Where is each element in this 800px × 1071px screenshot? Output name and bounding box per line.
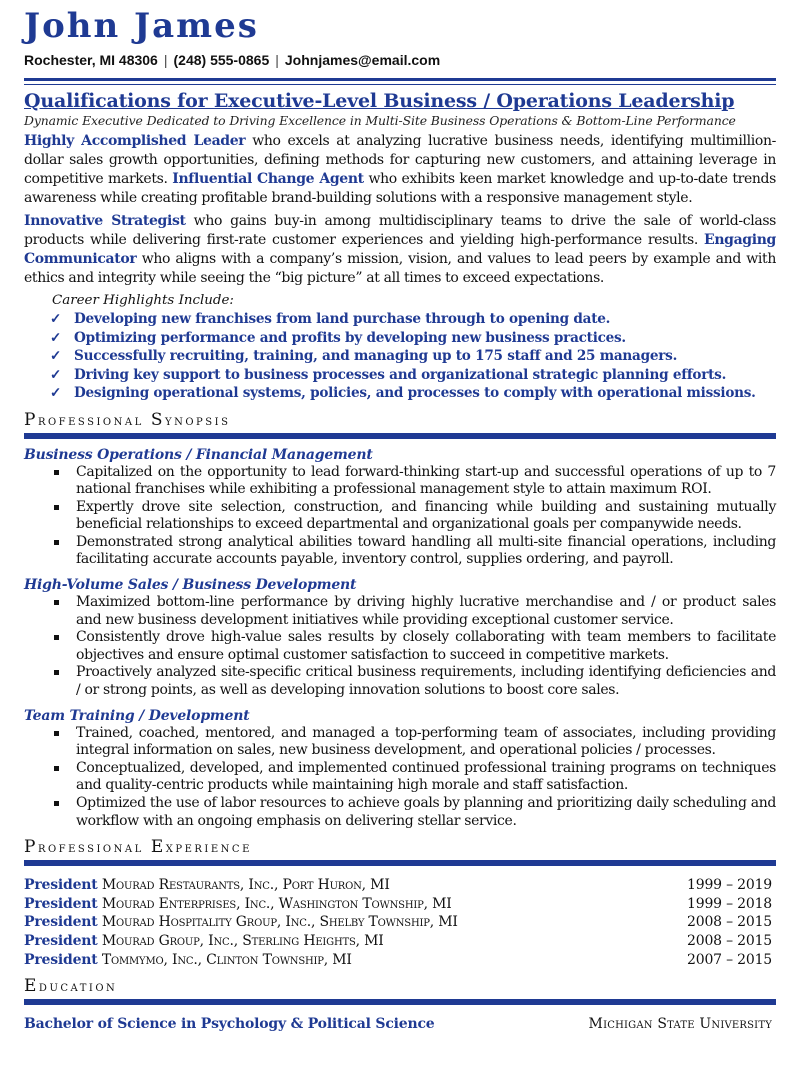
list-item xyxy=(24,499,776,534)
experience-list xyxy=(24,876,776,969)
job-years: 2007 – 2015 xyxy=(687,951,772,968)
section-heading-experience xyxy=(24,838,776,857)
square-bullet-icon xyxy=(54,600,59,605)
bullet-text: Conceptualized, developed, and implemented continued professional training programs on techniques and quality-centric products while maintaining high morale and staff satisfaction. xyxy=(76,759,776,794)
job-title: President xyxy=(24,951,98,968)
subsection-title: Business Operations / Financial Management xyxy=(24,446,373,463)
job-years: 1999 – 2019 xyxy=(687,877,772,894)
subsection-title: Team Training / Development xyxy=(24,707,250,724)
square-bullet-icon xyxy=(54,635,59,640)
summary-highlight: Highly Accomplished Leader xyxy=(24,133,246,149)
summary-text: who gains buy-in among multidisciplinary teams to drive the sale of world-class products while delivering first-rate customer experiences and yielding high-performance results. xyxy=(24,213,777,248)
list-item xyxy=(50,329,776,348)
list-item xyxy=(50,384,776,403)
heading-text: rofessional xyxy=(37,840,151,857)
list-item xyxy=(24,629,776,664)
company-name: Mourad Enterprises, Inc., Washington Township, MI xyxy=(101,895,452,912)
location: Rochester, MI 48306 xyxy=(24,52,158,68)
job-title: President xyxy=(24,895,98,912)
bullet-list xyxy=(24,725,776,831)
heading-initial: E xyxy=(24,976,39,997)
list-item xyxy=(50,347,776,366)
header-divider xyxy=(24,78,776,85)
job-years: 2008 – 2015 xyxy=(687,914,772,931)
experience-row xyxy=(24,932,776,951)
email: Johnjames@email.com xyxy=(284,52,441,68)
summary-text: who excels at analyzing lucrative business needs, identifying multimillion-dollar sales growth opportunities, defining methods for capturing new customers, and attaining leverage in competitive markets. xyxy=(24,133,776,187)
heading-text: ducation xyxy=(38,979,118,996)
list-item xyxy=(24,795,776,830)
summary-text: who aligns with a company’s mission, vision, and values to lead peers by example and with ethics and integrity while seeing the “big picture” at all times to exceed expectations. xyxy=(24,251,776,286)
list-item xyxy=(24,464,776,499)
checkmark-icon: ✓ xyxy=(50,348,62,364)
bullet-text: Proactively analyzed site-specific critical business requirements, including identifying deficiencies and / or strong points, as well as developing innovation solutions to boost core sales. xyxy=(76,664,776,699)
section-divider xyxy=(24,999,776,1005)
list-item xyxy=(50,366,776,385)
bullet-text: Trained, coached, mentored, and managed a top-performing team of associates, including providing integral information on sales, new business development, and operational policies / processes. xyxy=(76,724,776,759)
candidate-name: John James xyxy=(24,6,259,46)
company-name: Mourad Restaurants, Inc., Port Huron, MI xyxy=(101,877,390,894)
highlight-text: Driving key support to business processes and organizational strategic planning efforts. xyxy=(74,366,727,383)
separator: | xyxy=(275,52,279,68)
list-item xyxy=(24,534,776,569)
job-title: President xyxy=(24,914,98,931)
heading-initial: E xyxy=(150,837,166,858)
summary-paragraph-2 xyxy=(24,212,776,288)
summary-text: who exhibits keen market knowledge and up-to-date trends awareness while creating profitable brand-building solutions with a responsive management style. xyxy=(24,171,777,206)
qualifications-subtitle: Dynamic Executive Dedicated to Driving Excellence in Multi-Site Business Operations & Bottom-Line Performance xyxy=(24,113,736,128)
education-row xyxy=(24,1015,776,1033)
bullet-text: Expertly drove site selection, construction, and financing while building and sustaining mutually beneficial relationships to exceed departmental and organizational goals per companywide needs. xyxy=(76,498,776,533)
bullet-list xyxy=(24,594,776,700)
highlights-intro: Career Highlights Include: xyxy=(52,293,234,308)
job-title: President xyxy=(24,932,98,949)
bullet-text: Demonstrated strong analytical abilities toward handling all multi-site financial operations, including facilitating accurate accounts payable, inventory control, supplies ordering, and payroll. xyxy=(76,533,776,568)
bullet-text: Consistently drove high-value sales results by closely collaborating with team members to facilitate objectives and ensure optimal customer satisfaction to succeed in competitive markets. xyxy=(76,629,776,663)
experience-row xyxy=(24,895,776,914)
heading-initial: P xyxy=(24,837,38,858)
separator: | xyxy=(163,52,168,68)
contact-line xyxy=(24,51,776,69)
list-item xyxy=(24,760,776,795)
section-divider xyxy=(24,860,776,866)
job-title: President xyxy=(24,877,98,894)
list-item xyxy=(24,725,776,760)
job-years: 1999 – 2018 xyxy=(687,895,772,912)
highlight-text: Designing operational systems, policies, and processes to comply with operational missions. xyxy=(74,385,756,401)
highlights-list xyxy=(24,310,776,403)
square-bullet-icon xyxy=(54,505,59,510)
phone: (248) 555-0865 xyxy=(173,52,270,68)
heading-text: rofessional xyxy=(37,412,151,429)
summary-highlight: Influential Change Agent xyxy=(172,171,364,187)
square-bullet-icon xyxy=(54,670,59,675)
square-bullet-icon xyxy=(54,470,59,475)
job-years: 2008 – 2015 xyxy=(687,932,772,949)
summary-paragraph-1 xyxy=(24,132,776,208)
heading-text: ynopsis xyxy=(164,412,231,429)
company-name: Tommymo, Inc., Clinton Township, MI xyxy=(101,951,352,968)
checkmark-icon: ✓ xyxy=(50,329,62,346)
summary-highlight: Engaging Communicator xyxy=(24,232,776,267)
degree: Bachelor of Science in Psychology & Political Science xyxy=(24,1016,435,1033)
list-item xyxy=(24,664,776,699)
highlight-text: Optimizing performance and profits by developing new business practices. xyxy=(74,329,626,346)
checkmark-icon: ✓ xyxy=(50,385,62,401)
bullet-text: Optimized the use of labor resources to achieve goals by planning and prioritizing daily scheduling and workflow with an ongoing emphasis on delivering stellar service. xyxy=(76,795,776,829)
checkmark-icon: ✓ xyxy=(50,311,62,327)
heading-initial: P xyxy=(24,409,38,430)
experience-row xyxy=(24,951,776,970)
subsection-title: High-Volume Sales / Business Development xyxy=(24,577,357,594)
list-item xyxy=(24,594,776,629)
company-name: Mourad Hospitality Group, Inc., Shelby Township, MI xyxy=(101,914,458,931)
section-heading-education xyxy=(24,977,776,996)
summary-highlight: Innovative Strategist xyxy=(24,213,186,229)
section-divider xyxy=(24,433,776,439)
company-name: Mourad Group, Inc., Sterling Heights, MI xyxy=(101,932,384,949)
bullet-text: Capitalized on the opportunity to lead forward-thinking start-up and successful operations of up to 7 national franchises while exhibiting a professional management style to attain maximum ROI. xyxy=(76,463,776,498)
list-item xyxy=(50,310,776,329)
qualifications-title: Qualifications for Executive-Level Business / Operations Leadership xyxy=(24,90,735,112)
school-name: Michigan State University xyxy=(588,1016,772,1033)
square-bullet-icon xyxy=(54,801,59,806)
experience-row xyxy=(24,876,776,895)
highlight-text: Developing new franchises from land purchase through to opening date. xyxy=(74,311,611,327)
square-bullet-icon xyxy=(54,731,59,736)
section-heading-synopsis xyxy=(24,411,776,430)
experience-row xyxy=(24,913,776,932)
square-bullet-icon xyxy=(54,766,59,771)
checkmark-icon: ✓ xyxy=(50,366,62,383)
heading-text: xperience xyxy=(165,840,252,857)
square-bullet-icon xyxy=(54,540,59,545)
highlight-text: Successfully recruiting, training, and managing up to 175 staff and 25 managers. xyxy=(74,348,678,364)
bullet-list xyxy=(24,464,776,570)
bullet-text: Maximized bottom-line performance by driving highly lucrative merchandise and / or product sales and new business development initiatives while providing exceptional customer service. xyxy=(76,594,776,628)
heading-initial: S xyxy=(150,409,165,430)
